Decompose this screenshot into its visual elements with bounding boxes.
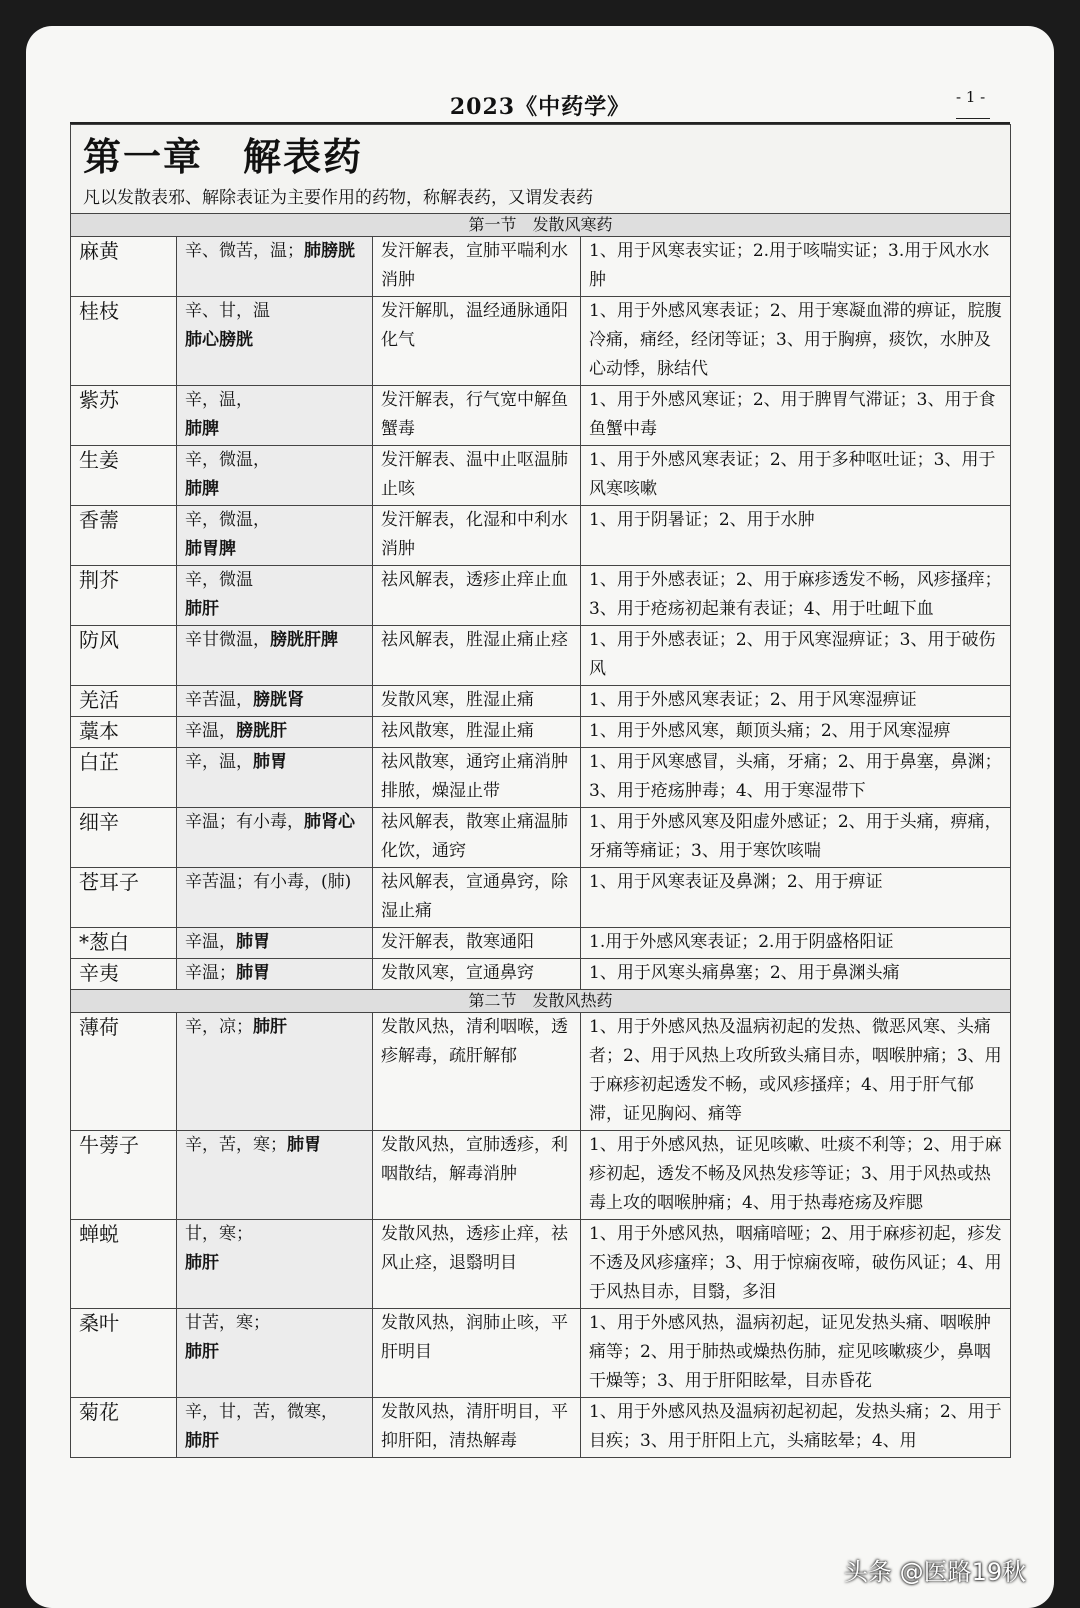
meridian-text: 肺肝 — [185, 1431, 219, 1451]
herb-effect: 发散风寒，胜湿止痛 — [373, 686, 581, 717]
herb-name: 辛夷 — [71, 959, 177, 990]
herb-effect: 发散风寒，宣通鼻窍 — [373, 959, 581, 990]
herb-effect: 发汗解表，散寒通阳 — [373, 928, 581, 959]
herb-effect: 祛风解表，宣通鼻窍，除湿止痛 — [373, 868, 581, 928]
table-row — [71, 1398, 1011, 1458]
section-row — [71, 990, 1011, 1013]
herb-effect: 发汗解肌，温经通脉通阳化气 — [373, 297, 581, 386]
meridian-text: 肺胃脾 — [185, 539, 236, 559]
herb-property — [177, 626, 373, 686]
herb-name: 香薷 — [71, 506, 177, 566]
herb-property — [177, 1220, 373, 1309]
herb-effect: 发汗解表，化湿和中利水消肿 — [373, 506, 581, 566]
herb-effect: 祛风散寒，通窍止痛消肿排脓，燥湿止带 — [373, 748, 581, 808]
property-text: 辛，凉； — [185, 1017, 253, 1037]
herb-usage: 1、用于外感风热及温病初起初起，发热头痛；2、用于目疾；3、用于肝阳上亢，头痛眩晕；4、用 — [581, 1398, 1011, 1458]
herb-property — [177, 1013, 373, 1131]
herb-name: 苍耳子 — [71, 868, 177, 928]
table-row — [71, 446, 1011, 506]
herb-property — [177, 566, 373, 626]
meridian-text: 肺胃 — [287, 1135, 321, 1155]
table-row — [71, 626, 1011, 686]
herb-usage: 1、用于外感风寒证；2、用于脾胃气滞证；3、用于食鱼蟹中毒 — [581, 386, 1011, 446]
herb-property — [177, 297, 373, 386]
herb-name: 桂枝 — [71, 297, 177, 386]
table-row — [71, 748, 1011, 808]
herb-usage: 1、用于外感风寒表证；2、用于多种呕吐证；3、用于风寒咳嗽 — [581, 446, 1011, 506]
table-row — [71, 1013, 1011, 1131]
meridian-text: 肺肝 — [185, 1253, 219, 1273]
meridian-text: 肺胃 — [253, 752, 287, 772]
table-row — [71, 928, 1011, 959]
herb-name: 细辛 — [71, 808, 177, 868]
herb-effect: 发散风热，透疹止痒，祛风止痉，退翳明目 — [373, 1220, 581, 1309]
herb-name: 生姜 — [71, 446, 177, 506]
meridian-text: 膀胱肝 — [236, 721, 287, 741]
herb-usage: 1、用于外感风热，咽痛喑哑；2、用于麻疹初起，疹发不透及风疹瘙痒；3、用于惊痫夜啼，破伤风证；4、用于风热目赤，目翳，多泪 — [581, 1220, 1011, 1309]
chapter-row — [71, 125, 1011, 214]
table-row — [71, 717, 1011, 748]
property-text: 辛苦温， — [185, 690, 253, 710]
meridian-text: 肺脾 — [185, 479, 219, 499]
herb-effect: 祛风解表，散寒止痛温肺化饮，通窍 — [373, 808, 581, 868]
herb-usage: 1、用于外感风寒，颠顶头痛；2、用于风寒湿痹 — [581, 717, 1011, 748]
property-text: 辛，微温， — [185, 510, 270, 530]
herb-effect: 发汗解表，宣肺平喘利水消肿 — [373, 237, 581, 297]
herb-property — [177, 1398, 373, 1458]
herb-name: 薄荷 — [71, 1013, 177, 1131]
property-text: 辛温， — [185, 932, 236, 952]
property-text: 辛、甘，温 — [185, 301, 270, 321]
property-text: 甘苦，寒； — [185, 1313, 270, 1333]
herb-name: 桑叶 — [71, 1309, 177, 1398]
herb-property — [177, 237, 373, 297]
property-text: 辛甘微温， — [185, 630, 270, 650]
herb-property — [177, 717, 373, 748]
herb-property — [177, 808, 373, 868]
chapter-heading: 第一章 解表药 — [83, 134, 364, 179]
page-number-rule — [956, 118, 990, 119]
herb-name: 防风 — [71, 626, 177, 686]
table-row — [71, 297, 1011, 386]
herb-property — [177, 928, 373, 959]
property-text: 辛，微温 — [185, 570, 253, 590]
table-row — [71, 237, 1011, 297]
herb-name: *葱白 — [71, 928, 177, 959]
meridian-text: 膀胱肝脾 — [270, 630, 338, 650]
herb-usage: 1、用于外感风热，证见咳嗽、吐痰不利等；2、用于麻疹初起，透发不畅及风热发疹等证；3、用于风热或热毒上攻的咽喉肿痛；4、用于热毒疮疡及痄腮 — [581, 1131, 1011, 1220]
property-text: 辛温； — [185, 963, 236, 983]
table-row — [71, 386, 1011, 446]
herb-property — [177, 959, 373, 990]
herb-usage: 1、用于外感表证；2、用于麻疹透发不畅，风疹搔痒；3、用于疮疡初起兼有表证；4、用于吐衄下血 — [581, 566, 1011, 626]
section-row — [71, 214, 1011, 237]
document-page — [26, 26, 1054, 1608]
herb-name: 菊花 — [71, 1398, 177, 1458]
section-title: 第一节 发散风寒药 — [71, 214, 1011, 237]
herb-property — [177, 446, 373, 506]
herb-name: 荆芥 — [71, 566, 177, 626]
herb-name: 牛蒡子 — [71, 1131, 177, 1220]
meridian-text: 肺肝 — [185, 1342, 219, 1362]
table-row — [71, 566, 1011, 626]
property-text: 辛、微苦，温； — [185, 241, 304, 261]
table-row — [71, 868, 1011, 928]
herb-property — [177, 748, 373, 808]
property-text: 辛，温， — [185, 390, 253, 410]
herb-property — [177, 1131, 373, 1220]
herb-name: 麻黄 — [71, 237, 177, 297]
herb-name: 紫苏 — [71, 386, 177, 446]
meridian-text: 肺肝 — [253, 1017, 287, 1037]
herb-effect: 祛风解表，透疹止痒止血 — [373, 566, 581, 626]
herb-usage: 1、用于外感风热，温病初起，证见发热头痛、咽喉肿痛等；2、用于肺热或燥热伤肺，症见咳嗽痰少，鼻咽干燥等；3、用于肝阳眩晕，目赤昏花 — [581, 1309, 1011, 1398]
document-title: 2023《中药学》 — [449, 94, 631, 120]
herb-usage: 1.用于外感风寒表证；2.用于阴盛格阳证 — [581, 928, 1011, 959]
herb-effect: 发散风热，清利咽喉，透疹解毒，疏肝解郁 — [373, 1013, 581, 1131]
property-text: 辛，温， — [185, 752, 253, 772]
property-text: 辛，甘，苦，微寒， — [185, 1402, 338, 1422]
property-text: 辛苦温；有小毒，(肺) — [185, 872, 352, 892]
meridian-text: 肺胃 — [236, 932, 270, 952]
property-text: 辛，微温， — [185, 450, 270, 470]
table-row — [71, 959, 1011, 990]
meridian-text: 肺膀胱 — [304, 241, 355, 261]
herb-property — [177, 868, 373, 928]
herb-effect: 发散风热，清肝明目，平抑肝阳，清热解毒 — [373, 1398, 581, 1458]
herb-usage: 1、用于风寒头痛鼻塞；2、用于鼻渊头痛 — [581, 959, 1011, 990]
herb-name: 羌活 — [71, 686, 177, 717]
meridian-text: 肺心膀胱 — [185, 330, 253, 350]
herb-property — [177, 1309, 373, 1398]
herb-property — [177, 686, 373, 717]
property-text: 辛，苦，寒； — [185, 1135, 287, 1155]
herb-table — [70, 124, 1011, 1458]
chapter-cell — [71, 125, 1011, 214]
herb-name: 蝉蜕 — [71, 1220, 177, 1309]
herb-effect: 发汗解表，行气宽中解鱼蟹毒 — [373, 386, 581, 446]
herb-effect: 发汗解表、温中止呕温肺止咳 — [373, 446, 581, 506]
herb-usage: 1、用于外感风寒表证；2、用于寒凝血滞的痹证，脘腹冷痛，痛经，经闭等证；3、用于胸痹，痰饮，水肿及心动悸，脉结代 — [581, 297, 1011, 386]
table-row — [71, 686, 1011, 717]
meridian-text: 膀胱肾 — [253, 690, 304, 710]
herb-name: 藁本 — [71, 717, 177, 748]
chapter-description: 凡以发散表邪、解除表证为主要作用的药物，称解表药，又谓发表药 — [83, 188, 593, 208]
table-row — [71, 1131, 1011, 1220]
herb-effect: 发散风热，宣肺透疹，利咽散结，解毒消肿 — [373, 1131, 581, 1220]
table-row — [71, 1220, 1011, 1309]
herb-usage: 1、用于外感风寒及阳虚外感证；2、用于头痛，痹痛，牙痛等痛证；3、用于寒饮咳喘 — [581, 808, 1011, 868]
herb-effect: 祛风散寒，胜湿止痛 — [373, 717, 581, 748]
herb-usage: 1、用于外感表证；2、用于风寒湿痹证；3、用于破伤风 — [581, 626, 1011, 686]
herb-name: 白芷 — [71, 748, 177, 808]
watermark: 头条 @医路19秋 — [844, 1558, 1027, 1586]
herb-usage: 1、用于外感风热及温病初起的发热、微恶风寒、头痛者；2、用于风热上攻所致头痛目赤，咽喉肿痛；3、用于麻疹初起透发不畅，或风疹搔痒；4、用于肝气郁滞，证见胸闷、痛等 — [581, 1013, 1011, 1131]
herb-property — [177, 386, 373, 446]
meridian-text: 肺肝 — [185, 599, 219, 619]
page-number: - 1 - — [956, 88, 986, 106]
meridian-text: 肺肾心 — [304, 812, 355, 832]
property-text: 辛温；有小毒， — [185, 812, 304, 832]
herb-usage: 1、用于外感风寒表证；2、用于风寒湿痹证 — [581, 686, 1011, 717]
meridian-text: 肺胃 — [236, 963, 270, 983]
table-row — [71, 1309, 1011, 1398]
table-row — [71, 506, 1011, 566]
section-title: 第二节 发散风热药 — [71, 990, 1011, 1013]
meridian-text: 肺脾 — [185, 419, 219, 439]
property-text: 甘，寒； — [185, 1224, 253, 1244]
herb-property — [177, 506, 373, 566]
herb-effect: 发散风热，润肺止咳，平肝明目 — [373, 1309, 581, 1398]
herb-usage: 1、用于阴暑证；2、用于水肿 — [581, 506, 1011, 566]
herb-usage: 1、用于风寒表实证；2.用于咳喘实证；3.用于风水水肿 — [581, 237, 1011, 297]
herb-usage: 1、用于风寒感冒，头痛，牙痛；2、用于鼻塞，鼻渊；3、用于疮疡肿毒；4、用于寒湿带下 — [581, 748, 1011, 808]
table-row — [71, 808, 1011, 868]
property-text: 辛温， — [185, 721, 236, 741]
herb-effect: 祛风解表，胜湿止痛止痉 — [373, 626, 581, 686]
herb-usage: 1、用于风寒表证及鼻渊；2、用于痹证 — [581, 868, 1011, 928]
